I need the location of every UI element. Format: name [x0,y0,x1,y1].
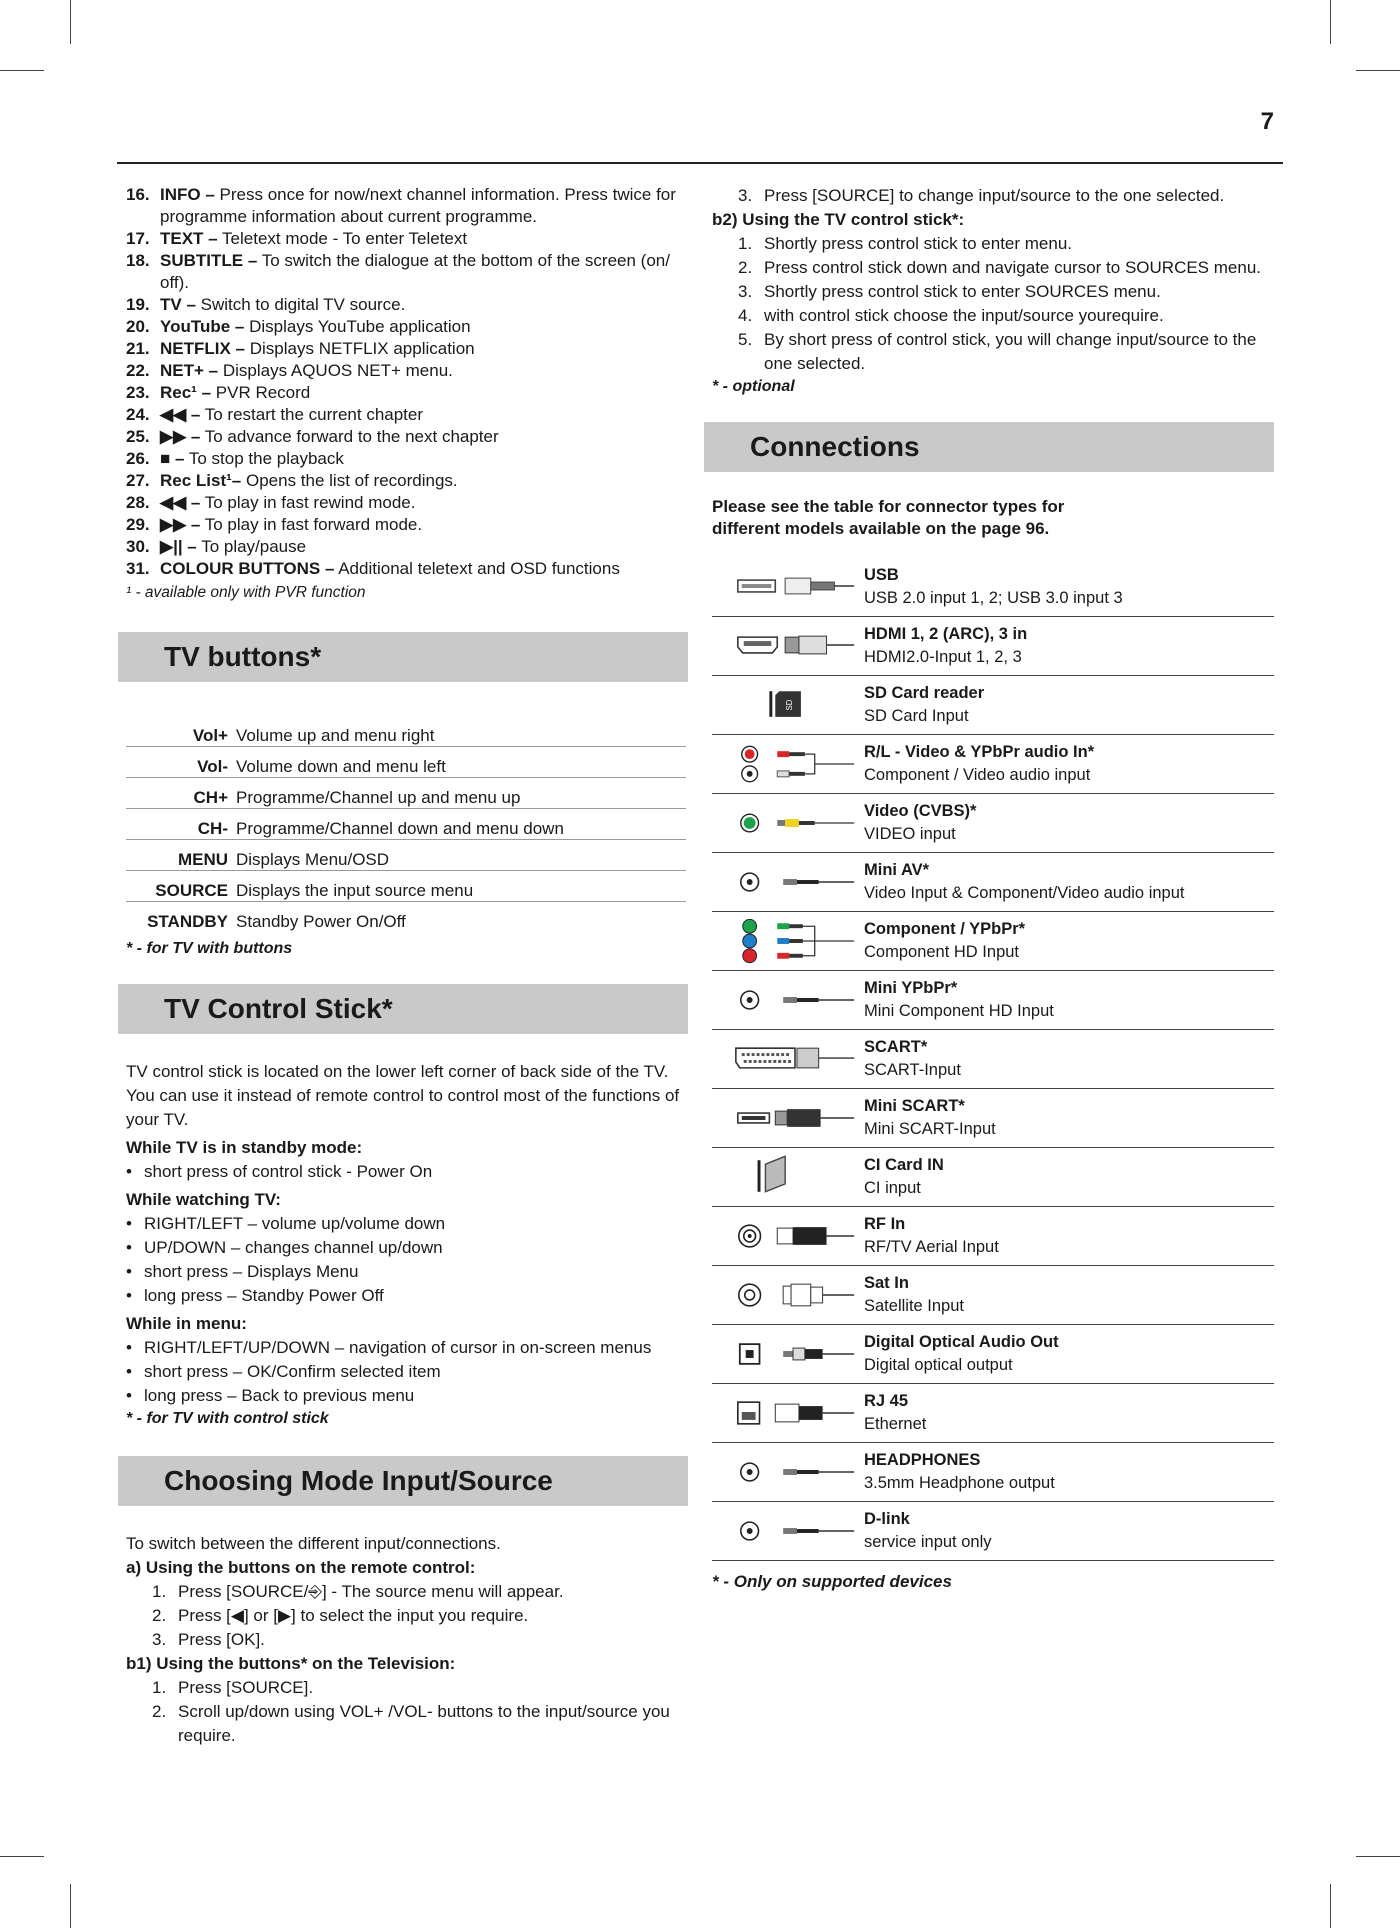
bullet-item: • UP/DOWN – changes channel up/down [126,1236,688,1260]
step-number: 1. [152,1678,167,1697]
step-item [738,184,1274,208]
crop-mark [1356,1856,1400,1857]
connector-text [864,853,1184,911]
remote-function-item [118,184,688,228]
connector-row [712,1325,1274,1384]
step-item [738,232,1274,256]
connector-text [864,676,984,734]
connector-title: USB [864,566,899,584]
control-stick-heading: TV Control Stick* [118,984,688,1034]
button-desc: Displays Menu/OSD [236,840,686,871]
step-text: By short press of control stick, you will change input/source to the one selected. [764,330,1257,373]
tv-buttons-note: * - for TV with buttons [126,940,293,957]
step-item [152,1604,688,1628]
bullet-item: • RIGHT/LEFT – volume up/volume down [126,1212,688,1236]
connector-text [864,971,1054,1029]
item-label: ◀◀ – [160,493,201,512]
connector-icon-cell [712,1266,864,1324]
button-desc: Programme/Channel up and menu up [236,778,686,809]
item-number: 18. [126,251,150,270]
connector-text [864,912,1025,970]
connector-icon-cell [712,558,864,616]
connector-text [864,1266,964,1324]
mini-connector-icon [726,1502,864,1560]
item-number: 16. [126,185,150,204]
button-row [126,840,686,871]
item-text: Additional teletext and OSD functions [338,559,620,578]
connector-text [864,558,1123,616]
item-text: To play in fast forward mode. [204,515,423,534]
bullet-item: • long press – Back to previous menu [126,1384,688,1408]
choosing-mode-heading: Choosing Mode Input/Source [118,1456,688,1506]
step-text: Press [SOURCE/⎆] - The source menu will appear. [178,1582,564,1601]
item-text: To play in fast rewind mode. [204,493,416,512]
item-number: 23. [126,383,150,402]
button-desc: Volume down and menu left [236,747,686,778]
button-desc: Programme/Channel down and menu down [236,809,686,840]
connector-icon-cell [712,1384,864,1442]
step-number: 2. [738,258,753,277]
item-number: 19. [126,295,150,314]
connector-title: R/L - Video & YPbPr audio In* [864,743,1095,761]
connector-text [864,1443,1055,1501]
connector-desc: RF/TV Aerial Input [864,1238,999,1256]
connector-desc: Component HD Input [864,943,1020,961]
connector-desc: service input only [864,1533,992,1551]
item-label: Rec List¹– [160,471,242,490]
connector-desc: HDMI2.0-Input 1, 2, 3 [864,648,1022,666]
button-row [126,871,686,902]
connector-title: HEADPHONES [864,1451,981,1469]
tv-buttons-steps [118,1676,688,1748]
connector-row [712,558,1274,617]
cvbs-connector-icon [726,794,864,852]
connector-icon-cell [712,794,864,852]
connector-desc: Satellite Input [864,1297,964,1315]
connector-row [712,1384,1274,1443]
step-number: 3. [738,282,753,301]
sd-connector-icon [726,676,864,734]
connector-icon-cell [712,971,864,1029]
item-text: PVR Record [215,383,311,402]
connector-row [712,853,1274,912]
tv-buttons-steps-title: b1) Using the buttons* on the Television: [126,1654,456,1673]
optional-note: * - optional [712,378,795,395]
step-text: Scroll up/down using VOL+ /VOL- buttons to the input/source you require. [178,1702,670,1745]
item-number: 31. [126,559,150,578]
connector-icon-cell [712,1207,864,1265]
connector-icon-cell [712,1030,864,1088]
button-key: Vol- [126,747,236,778]
connector-icon-cell [712,676,864,734]
remote-function-item [118,558,688,580]
item-number: 26. [126,449,150,468]
connector-title: RJ 45 [864,1392,909,1410]
control-stick-intro: TV control stick is located on the lower left corner of back side of the TV. You can use it instead of remote control to control most of the functions of your TV. [126,1062,680,1129]
button-row [126,778,686,809]
step-text: Press [SOURCE] to change input/source to the one selected. [764,186,1225,205]
remote-function-item [118,382,688,404]
item-text: Displays NETFLIX application [249,339,475,358]
step-text: Press [SOURCE]. [178,1678,314,1697]
mini-connector-icon [726,1443,864,1501]
crop-mark [1356,70,1400,71]
button-desc: Displays the input source menu [236,871,686,902]
connector-row [712,1207,1274,1266]
connector-title: Mini SCART* [864,1097,965,1115]
optical-connector-icon [726,1325,864,1383]
item-text: To switch the dialogue at the bottom of the screen (on/ off). [160,251,670,292]
connector-desc: Mini SCART-Input [864,1120,996,1138]
left-column [118,184,688,1748]
ci-connector-icon [726,1148,864,1206]
item-label: SUBTITLE – [160,251,258,270]
connector-row [712,1148,1274,1207]
connector-row [712,1030,1274,1089]
mini-connector-icon [726,971,864,1029]
step-item [738,280,1274,304]
button-key: SOURCE [126,871,236,902]
step-text: with control stick choose the input/source yourequire. [764,306,1164,325]
step-item [152,1580,688,1604]
connector-row [712,971,1274,1030]
connector-title: CI Card IN [864,1156,944,1174]
item-label: NET+ – [160,361,219,380]
item-label: INFO – [160,185,215,204]
connector-desc: Component / Video audio input [864,766,1091,784]
connector-desc: SCART-Input [864,1061,961,1079]
step-text: Press [OK]. [178,1630,265,1649]
connector-desc: CI input [864,1179,921,1197]
step-text: Press [◀] or [▶] to select the input you require. [178,1606,529,1625]
step-number: 2. [152,1702,167,1721]
item-text: Displays YouTube application [249,317,471,336]
connector-icon-cell [712,1148,864,1206]
connector-icon-cell [712,1502,864,1560]
button-key: Vol+ [126,716,236,747]
bullet-item: • RIGHT/LEFT/UP/DOWN – navigation of cursor in on-screen menus [126,1336,688,1360]
item-number: 22. [126,361,150,380]
connector-icon-cell [712,1325,864,1383]
connector-row [712,1502,1274,1561]
step-text: Shortly press control stick to enter menu. [764,234,1073,253]
connector-text [864,735,1094,793]
connector-text [864,617,1027,675]
item-text: Opens the list of recordings. [245,471,458,490]
remote-function-item [118,448,688,470]
connector-row [712,676,1274,735]
crop-mark [1330,1884,1331,1928]
bullet-item: • long press – Standby Power Off [126,1284,688,1308]
crop-mark [0,1856,44,1857]
step-item [738,328,1274,376]
rj45-connector-icon [726,1384,864,1442]
control-stick-steps-title: b2) Using the TV control stick*: [712,210,965,229]
header-rule [117,162,1283,164]
button-row [126,747,686,778]
item-number: 27. [126,471,150,490]
button-desc: Standby Power On/Off [236,912,406,931]
svg-text:SD: SD [785,699,795,711]
button-desc: Volume up and menu right [236,716,686,747]
connector-title: HDMI 1, 2 (ARC), 3 in [864,625,1028,643]
connector-text [864,1030,961,1088]
connector-title: Digital Optical Audio Out [864,1333,1059,1351]
crop-mark [1330,0,1331,44]
standby-mode-title: While TV is in standby mode: [126,1138,363,1157]
control-stick-note: * - for TV with control stick [126,1410,329,1427]
connector-icon-cell [712,1089,864,1147]
connector-row [712,735,1274,794]
connections-table [712,558,1274,1561]
connector-desc: Ethernet [864,1415,927,1433]
remote-function-list [118,184,688,580]
item-label: ■ – [160,449,185,468]
item-text: Switch to digital TV source. [200,295,406,314]
item-label: NETFLIX – [160,339,246,358]
connector-icon-cell [712,1443,864,1501]
connector-title: Video (CVBS)* [864,802,977,820]
connector-text [864,1325,1059,1383]
step-number: 1. [152,1582,167,1601]
item-text: To advance forward to the next chapter [204,427,499,446]
connector-text [864,1502,991,1560]
in-menu-title: While in menu: [126,1314,247,1333]
connector-icon-cell [712,912,864,970]
rf-connector-icon [726,1207,864,1265]
connector-title: RF In [864,1215,906,1233]
item-text: Displays AQUOS NET+ menu. [222,361,453,380]
item-label: YouTube – [160,317,245,336]
item-number: 29. [126,515,150,534]
connector-title: SD Card reader [864,684,985,702]
step-number: 3. [738,186,753,205]
item-text: Press once for now/next channel information. Press twice for programme information about current programme. [160,185,676,226]
step-number: 3. [152,1630,167,1649]
button-row [126,809,686,840]
connector-text [864,794,976,852]
connector-row [712,617,1274,676]
sat-connector-icon [726,1266,864,1324]
control-stick-steps [704,232,1274,376]
remote-function-item [118,316,688,338]
connector-title: SCART* [864,1038,928,1056]
bullet-item: • short press – Displays Menu [126,1260,688,1284]
step-text: Press control stick down and navigate cursor to SOURCES menu. [764,258,1261,277]
connections-heading: Connections [704,422,1274,472]
mini-connector-icon [726,853,864,911]
remote-function-item [118,294,688,316]
item-label: COLOUR BUTTONS – [160,559,335,578]
connector-desc: VIDEO input [864,825,956,843]
connector-row [712,1089,1274,1148]
item-label: ◀◀ – [160,405,201,424]
page-number: 7 [1260,108,1274,135]
item-number: 17. [126,229,150,248]
connector-row [712,912,1274,971]
connector-title: Sat In [864,1274,909,1292]
rl-connector-icon [726,735,864,793]
remote-control-steps-title: a) Using the buttons on the remote control: [126,1558,476,1577]
remote-function-item [118,338,688,360]
connections-note: * - Only on supported devices [712,1572,952,1591]
connector-text [864,1207,999,1265]
step-item [738,304,1274,328]
remote-control-steps [118,1580,688,1652]
miniscart-connector-icon [726,1089,864,1147]
connector-desc: Video Input & Component/Video audio input [864,884,1185,902]
item-number: 28. [126,493,150,512]
tv-buttons-table [126,716,686,932]
button-key: STANDBY [147,912,228,931]
item-number: 21. [126,339,150,358]
standby-mode-list [118,1160,688,1184]
choosing-intro: To switch between the different input/connections. [126,1534,501,1553]
connector-text [864,1148,944,1206]
connector-text [864,1384,926,1442]
item-text: Teletext mode - To enter Teletext [222,229,468,248]
watching-tv-list [118,1212,688,1308]
crop-mark [70,1884,71,1928]
connector-icon-cell [712,853,864,911]
item-number: 20. [126,317,150,336]
item-text: To play/pause [201,537,307,556]
item-text: To stop the playback [188,449,344,468]
bullet-item: • short press – OK/Confirm selected item [126,1360,688,1384]
usb-connector-icon [726,558,864,616]
remote-function-item [118,536,688,558]
connector-title: D-link [864,1510,910,1528]
connector-desc: 3.5mm Headphone output [864,1474,1055,1492]
connector-desc: Mini Component HD Input [864,1002,1054,1020]
connector-title: Component / YPbPr* [864,920,1026,938]
remote-function-item [118,250,688,294]
connector-title: Mini YPbPr* [864,979,958,997]
step-item [152,1628,688,1652]
remote-function-item [118,404,688,426]
crop-mark [70,0,71,44]
item-text: To restart the current chapter [204,405,424,424]
item-number: 30. [126,537,150,556]
pvr-footnote: ¹ - available only with PVR function [126,584,366,601]
bullet-item: • short press of control stick - Power On [126,1160,688,1184]
button-key: CH+ [126,778,236,809]
right-column [704,184,1274,1593]
step-text: Shortly press control stick to enter SOURCES menu. [764,282,1161,301]
connector-desc: USB 2.0 input 1, 2; USB 3.0 input 3 [864,589,1123,607]
connector-desc: SD Card Input [864,707,969,725]
remote-function-item [118,360,688,382]
connector-title: Mini AV* [864,861,930,879]
button-key: MENU [126,840,236,871]
item-label: ▶▶ – [160,515,201,534]
remote-function-item [118,492,688,514]
step-number: 1. [738,234,753,253]
remote-function-item [118,426,688,448]
item-label: TV – [160,295,196,314]
connector-icon-cell [712,735,864,793]
step-number: 5. [738,330,753,349]
watching-tv-title: While watching TV: [126,1190,281,1209]
connector-row [712,794,1274,853]
step-item [152,1676,688,1700]
step-item [738,256,1274,280]
item-label: ▶|| – [160,537,197,556]
item-label: TEXT – [160,229,218,248]
scart-connector-icon [726,1030,864,1088]
item-label: Rec¹ – [160,383,212,402]
step-number: 4. [738,306,753,325]
step-number: 2. [152,1606,167,1625]
item-number: 25. [126,427,150,446]
item-label: ▶▶ – [160,427,201,446]
hdmi-connector-icon [726,617,864,675]
remote-function-item [118,514,688,536]
step-item [152,1700,688,1748]
remote-function-item [118,470,688,492]
button-row [126,902,686,933]
connector-row [712,1266,1274,1325]
connector-text [864,1089,996,1147]
connector-row [712,1443,1274,1502]
tv-buttons-steps-continued [704,184,1274,208]
button-row [126,716,686,747]
connector-desc: Digital optical output [864,1356,1013,1374]
tv-buttons-heading: TV buttons* [118,632,688,682]
item-number: 24. [126,405,150,424]
component-connector-icon [726,912,864,970]
button-key: CH- [126,809,236,840]
connector-icon-cell [712,617,864,675]
crop-mark [0,70,44,71]
remote-function-item [118,228,688,250]
in-menu-list [118,1336,688,1408]
connections-intro: Please see the table for connector types for different models available on the page 96. [712,497,1065,538]
